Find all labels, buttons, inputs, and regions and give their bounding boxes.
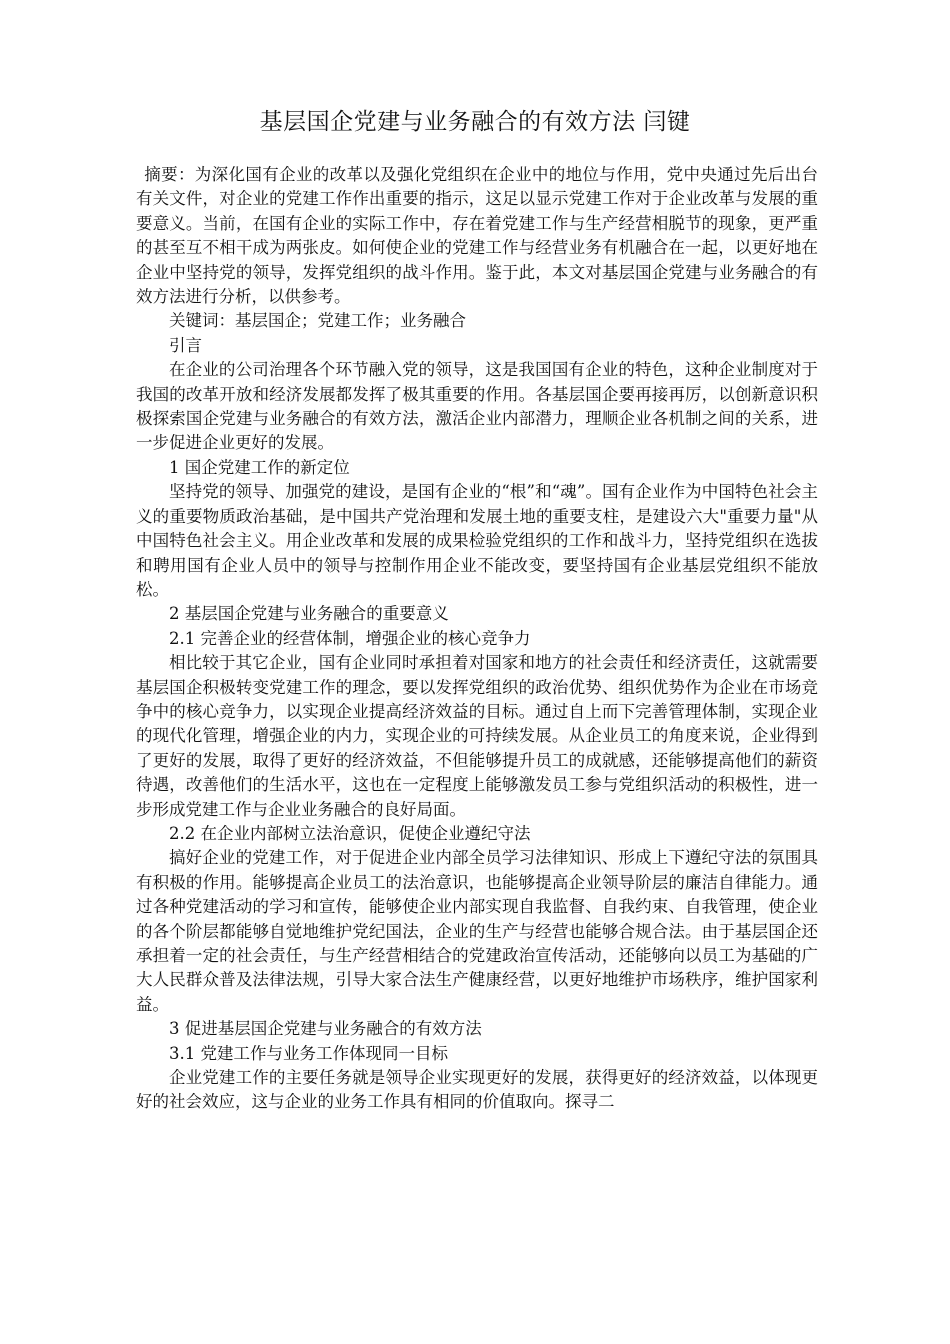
section-2-1-heading: 2.1 完善企业的经营体制，增强企业的核心竞争力 bbox=[169, 628, 531, 648]
section-2-2-paragraph: 搞好企业的党建工作，对于促进企业内部全员学习法律知识、形成上下遵纪守法的氛围具有积极的作用。能够提高企业员工的法治意识，也能够提高企业领导阶层的廉洁自律能力。通过各种党建活动的学习和宣传，能够使企业内部实现自我监督、自我约束、自我管理，使企业的各个阶层都能够自觉地维护党纪国法，企业的生产与经营也能够合规合法。由于基层国企还承担着一定的社会责任，与生产经营相结合的党建政治宣传活动，还能够向以员工为基础的广大人民群众普及法律法规，引导大家合法生产健康经营，以更好地维护市场秩序，维护国家利益。 bbox=[136, 848, 818, 1014]
section-2-1-paragraph: 相比较于其它企业，国有企业同时承担着对国家和地方的社会责任和经济责任，这就需要基层国企积极转变党建工作的理念，要以发挥党组织的政治优势、组织优势作为企业在市场竞争中的核心竞争力，以实现企业提高经济效益的目标。通过自上而下完善管理体制，实现企业的现代化管理，增强企业的内力，实现企业的可持续发展。从企业员工的角度来说，企业得到了更好的发展，取得了更好的经济效益，不但能够提升员工的成就感，还能够提高他们的薪资待遇，改善他们的生活水平，这也在一定程度上能够激发员工参与党组织活动的积极性，进一步形成党建工作与企业业务融合的良好局面。 bbox=[136, 653, 818, 819]
intro-paragraph: 在企业的公司治理各个环节融入党的领导，这是我国国有企业的特色，这种企业制度对于我国的改革开放和经济发展都发挥了极其重要的作用。各基层国企要再接再厉，以创新意识积极探索国企党建与业务融合的有效方法，激活企业内部潜力，理顺企业各机制之间的关系，进一步促进企业更好的发展。 bbox=[136, 360, 818, 453]
document-body bbox=[136, 163, 818, 1115]
section-3-1-paragraph: 企业党建工作的主要任务就是领导企业实现更好的发展，获得更好的经济效益，以体现更好的社会效应，这与企业的业务工作具有相同的价值取向。探寻二 bbox=[136, 1068, 818, 1112]
keywords-line: 关键词：基层国企；党建工作；业务融合 bbox=[169, 311, 466, 331]
section-3-1-heading: 3.1 党建工作与业务工作体现同一目标 bbox=[169, 1043, 448, 1063]
section-2-heading: 2 基层国企党建与业务融合的重要意义 bbox=[169, 604, 449, 624]
section-1-paragraph: 坚持党的领导、加强党的建设，是国有企业的“根”和“魂”。国有企业作为中国特色社会主义的重要物质政治基础，是中国共产党治理和发展土地的重要支柱，是建设六大"重要力量"从中国特色社会主义。用企业改革和发展的成果检验党组织的工作和战斗力，坚持党组织在选拔和聘用国有企业人员中的领导与控制作用企业不能改变，要坚持国有企业基层党组织不能放松。 bbox=[136, 482, 818, 599]
section-1-heading: 1 国企党建工作的新定位 bbox=[169, 457, 350, 477]
document-title: 基层国企党建与业务融合的有效方法 闫键 bbox=[259, 109, 691, 135]
section-3-heading: 3 促进基层国企党建与业务融合的有效方法 bbox=[169, 1019, 482, 1039]
section-2-2-heading: 2.2 在企业内部树立法治意识，促使企业遵纪守法 bbox=[169, 823, 531, 843]
abstract-paragraph: 摘要：为深化国有企业的改革以及强化党组织在企业中的地位与作用，党中央通过先后出台有关文件，对企业的党建工作作出重要的指示，这足以显示党建工作对于企业改革与发展的重要意义。当前，在国有企业的实际工作中，存在着党建工作与生产经营相脱节的现象，更严重的甚至互不相干成为两张皮。如何使企业的党建工作与经营业务有机融合在一起，以更好地在企业中坚持党的领导，发挥党组织的战斗作用。鉴于此，本文对基层国企党建与业务融合的有效方法进行分析，以供参考。 bbox=[136, 165, 818, 307]
intro-heading: 引言 bbox=[169, 335, 202, 355]
